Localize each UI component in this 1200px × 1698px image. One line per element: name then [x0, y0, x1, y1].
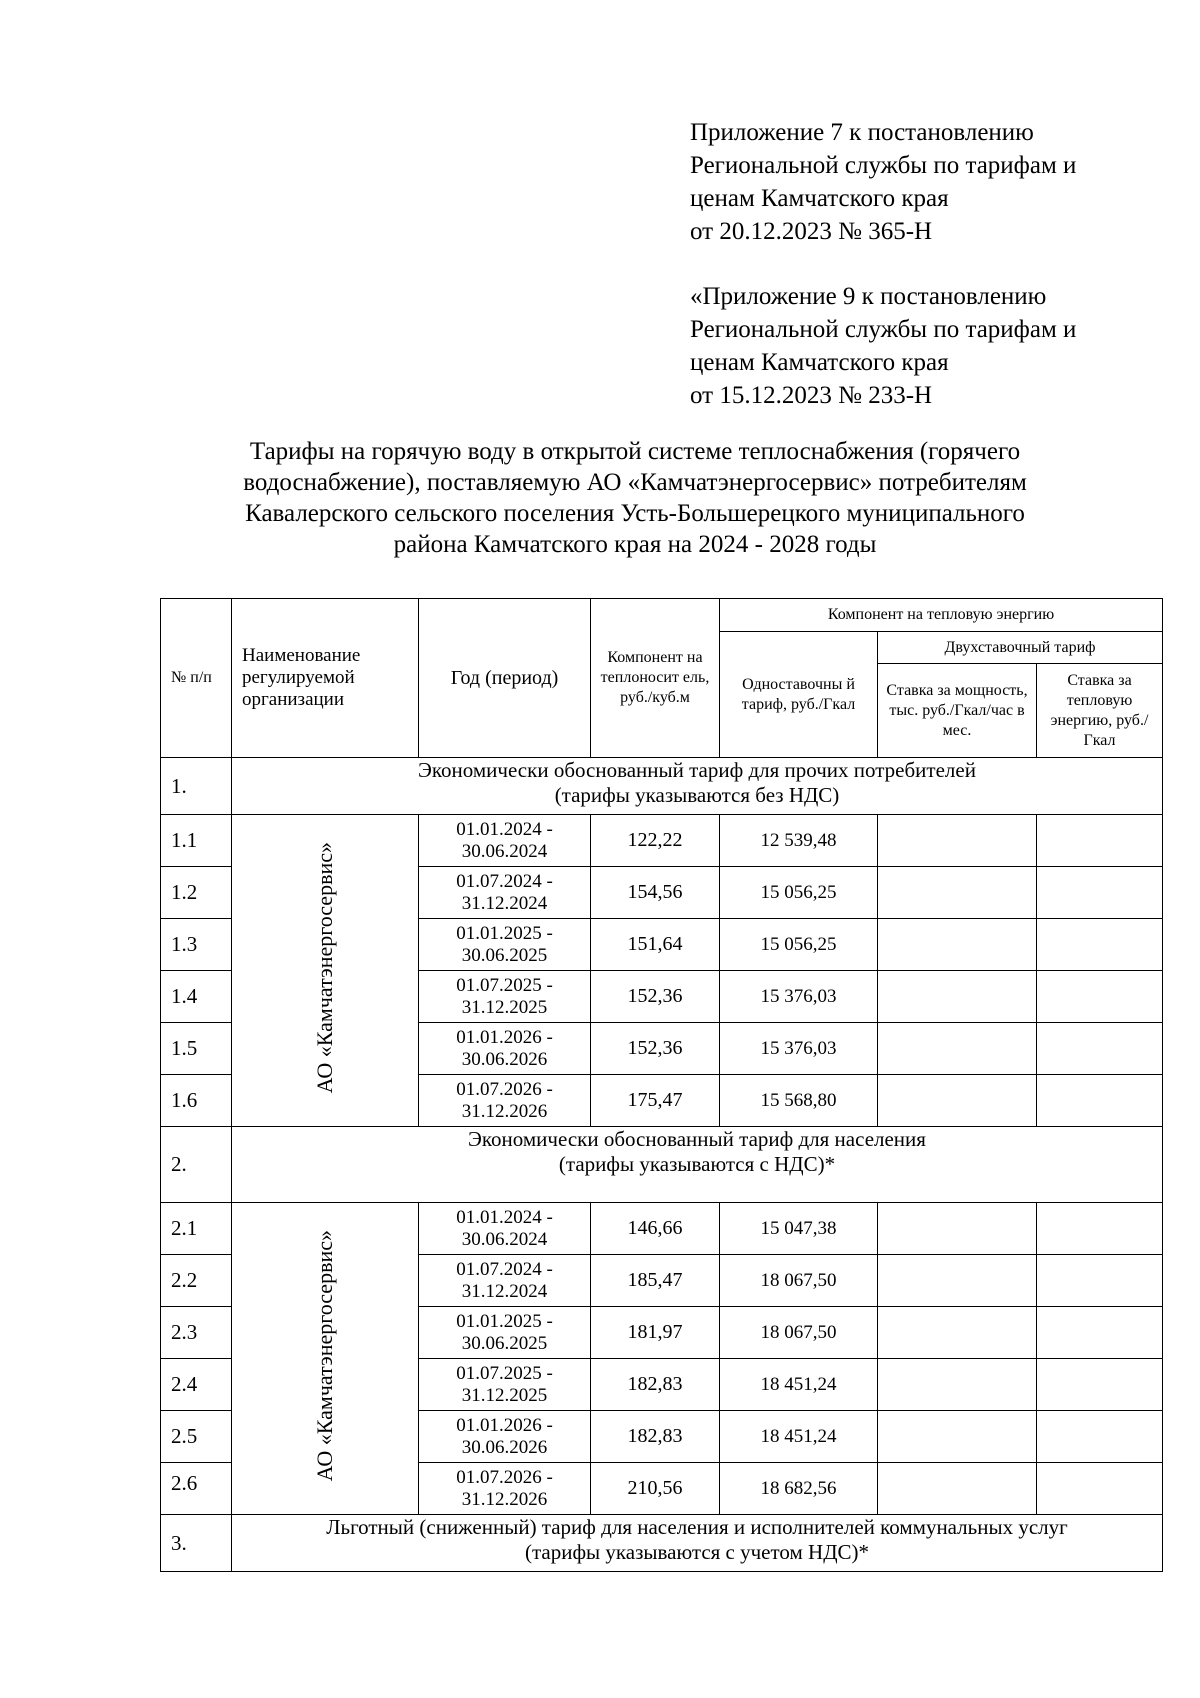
period-to: 30.06.2024: [461, 840, 548, 862]
capacity-rate-value: [878, 1023, 1037, 1075]
energy-rate-value: [1037, 971, 1163, 1023]
period-cell: [419, 1359, 591, 1411]
one-rate-value: 18 451,24: [720, 1359, 878, 1411]
section-number: 3.: [161, 1515, 232, 1572]
organization-cell: [232, 1203, 419, 1515]
row-number: 1.4: [161, 971, 232, 1023]
one-rate-value: 15 568,80: [720, 1075, 878, 1127]
header-line: Приложение 7 к постановлению: [690, 119, 1034, 146]
carrier-value: 185,47: [591, 1255, 720, 1307]
carrier-value: 210,56: [591, 1463, 720, 1515]
period-cell: [419, 919, 591, 971]
carrier-value: 182,83: [591, 1411, 720, 1463]
section-row: [161, 1515, 1163, 1572]
row-number: 2.6: [161, 1463, 232, 1515]
title-line: водоснабжение), поставляемую АО «Камчатэнергосервис» потребителям: [243, 469, 1027, 496]
period-cell: [419, 1307, 591, 1359]
one-rate-value: 18 067,50: [720, 1255, 878, 1307]
period-from: 01.07.2024 -: [456, 870, 553, 892]
row-number: 2.1: [161, 1203, 232, 1255]
organization-name: АО «Камчатэнергосервис»: [312, 842, 337, 1094]
row-number: 1.1: [161, 815, 232, 867]
section-title: Экономически обоснованный тариф для прочих потребителей: [418, 758, 976, 782]
period-from: 01.07.2024 -: [456, 1258, 553, 1280]
period-from: 01.01.2026 -: [456, 1414, 553, 1436]
one-rate-value: 12 539,48: [720, 815, 878, 867]
one-rate-value: 15 056,25: [720, 919, 878, 971]
period-to: 30.06.2025: [461, 944, 548, 966]
period-from: 01.07.2025 -: [456, 974, 553, 996]
period-cell: [419, 815, 591, 867]
period-from: 01.01.2024 -: [456, 818, 553, 840]
energy-rate-value: [1037, 1307, 1163, 1359]
document-title: [150, 436, 1120, 560]
period-to: 31.12.2025: [461, 996, 548, 1018]
carrier-value: 181,97: [591, 1307, 720, 1359]
section-title-cell: [232, 1515, 1163, 1572]
col-header-number: № п/п: [161, 599, 232, 758]
capacity-rate-value: [878, 1203, 1037, 1255]
capacity-rate-value: [878, 1307, 1037, 1359]
period-to: 30.06.2024: [461, 1228, 548, 1250]
one-rate-value: 15 376,03: [720, 971, 878, 1023]
one-rate-value: 15 047,38: [720, 1203, 878, 1255]
energy-rate-value: [1037, 1255, 1163, 1307]
section-title-cell: [232, 758, 1163, 815]
period-to: 31.12.2025: [461, 1384, 548, 1406]
capacity-rate-value: [878, 867, 1037, 919]
section-number: 1.: [161, 758, 232, 815]
row-number: 2.4: [161, 1359, 232, 1411]
energy-rate-value: [1037, 919, 1163, 971]
energy-rate-value: [1037, 1075, 1163, 1127]
carrier-value: 154,56: [591, 867, 720, 919]
col-header-energy-rate: Ставка за тепловую энергию, руб./Гкал: [1037, 664, 1163, 758]
row-number: 2.3: [161, 1307, 232, 1359]
tariff-row: [161, 815, 1163, 867]
section-title-cell: [232, 1127, 1163, 1203]
carrier-value: 175,47: [591, 1075, 720, 1127]
energy-rate-value: [1037, 1359, 1163, 1411]
appendix-header-current: [690, 116, 1160, 248]
organization-cell: [232, 815, 419, 1127]
carrier-value: 152,36: [591, 1023, 720, 1075]
title-line: района Камчатского края на 2024 - 2028 годы: [393, 531, 877, 558]
row-number: 2.2: [161, 1255, 232, 1307]
capacity-rate-value: [878, 971, 1037, 1023]
energy-rate-value: [1037, 815, 1163, 867]
tariff-table: [160, 598, 1163, 1572]
section-row: [161, 758, 1163, 815]
col-header-capacity-rate: Ставка за мощность, тыс. руб./Гкал/час в мес.: [878, 664, 1037, 758]
header-line: ценам Камчатского края: [690, 185, 949, 212]
tariff-row: [161, 1203, 1163, 1255]
title-line: Тарифы на горячую воду в открытой системе теплоснабжения (горячего: [249, 438, 1021, 465]
energy-rate-value: [1037, 1463, 1163, 1515]
period-cell: [419, 867, 591, 919]
period-from: 01.01.2026 -: [456, 1026, 553, 1048]
header-line: от 20.12.2023 № 365-Н: [690, 218, 933, 245]
header-line: ценам Камчатского края: [690, 349, 949, 376]
section-row: [161, 1127, 1163, 1203]
header-line: «Приложение 9 к постановлению: [690, 283, 1047, 310]
header-line: Региональной службы по тарифам и: [690, 152, 1077, 179]
header-line: от 15.12.2023 № 233-Н: [690, 382, 933, 409]
energy-rate-value: [1037, 867, 1163, 919]
period-to: 31.12.2026: [461, 1100, 548, 1122]
col-header-heat-component: Компонент на тепловую энергию: [720, 599, 1163, 632]
carrier-value: 152,36: [591, 971, 720, 1023]
appendix-header-previous: [690, 280, 1160, 412]
row-number: 1.5: [161, 1023, 232, 1075]
col-header-period: Год (период): [419, 599, 591, 758]
capacity-rate-value: [878, 815, 1037, 867]
energy-rate-value: [1037, 1411, 1163, 1463]
capacity-rate-value: [878, 1411, 1037, 1463]
period-from: 01.07.2026 -: [456, 1466, 553, 1488]
period-cell: [419, 1203, 591, 1255]
period-from: 01.01.2025 -: [456, 922, 553, 944]
capacity-rate-value: [878, 919, 1037, 971]
period-to: 31.12.2024: [461, 1280, 548, 1302]
period-cell: [419, 1255, 591, 1307]
one-rate-value: 15 056,25: [720, 867, 878, 919]
section-number: 2.: [161, 1127, 232, 1203]
carrier-value: 122,22: [591, 815, 720, 867]
capacity-rate-value: [878, 1463, 1037, 1515]
section-title: Льготный (сниженный) тариф для населения и исполнителей коммунальных услуг: [326, 1515, 1068, 1539]
period-from: 01.07.2025 -: [456, 1362, 553, 1384]
carrier-value: 182,83: [591, 1359, 720, 1411]
col-header-org: Наименование регулируемой организации: [232, 599, 419, 758]
col-header-carrier: Компонент на теплоносит ель, руб./куб.м: [591, 599, 720, 758]
capacity-rate-value: [878, 1075, 1037, 1127]
period-cell: [419, 971, 591, 1023]
carrier-value: 151,64: [591, 919, 720, 971]
one-rate-value: 18 682,56: [720, 1463, 878, 1515]
header-row: [161, 599, 1163, 632]
period-from: 01.01.2025 -: [456, 1310, 553, 1332]
period-to: 30.06.2026: [461, 1436, 548, 1458]
section-subtitle: (тарифы указываются без НДС): [554, 783, 840, 807]
row-number: 1.3: [161, 919, 232, 971]
organization-name: АО «Камчатэнергосервис»: [312, 1230, 337, 1482]
col-header-one-rate: Одноставочны й тариф, руб./Гкал: [720, 632, 878, 758]
period-from: 01.01.2024 -: [456, 1206, 553, 1228]
capacity-rate-value: [878, 1255, 1037, 1307]
energy-rate-value: [1037, 1023, 1163, 1075]
row-number: 1.6: [161, 1075, 232, 1127]
capacity-rate-value: [878, 1359, 1037, 1411]
period-to: 30.06.2025: [461, 1332, 548, 1354]
section-title: Экономически обоснованный тариф для населения: [468, 1127, 926, 1151]
period-cell: [419, 1463, 591, 1515]
period-cell: [419, 1023, 591, 1075]
section-subtitle: (тарифы указываются с учетом НДС)*: [524, 1540, 870, 1564]
col-header-two-rate: Двухставочный тариф: [878, 632, 1163, 664]
one-rate-value: 15 376,03: [720, 1023, 878, 1075]
section-subtitle: (тарифы указываются с НДС)*: [558, 1152, 836, 1176]
period-cell: [419, 1411, 591, 1463]
one-rate-value: 18 067,50: [720, 1307, 878, 1359]
one-rate-value: 18 451,24: [720, 1411, 878, 1463]
row-number: 1.2: [161, 867, 232, 919]
period-cell: [419, 1075, 591, 1127]
period-to: 30.06.2026: [461, 1048, 548, 1070]
period-to: 31.12.2024: [461, 892, 548, 914]
title-line: Кавалерского сельского поселения Усть-Большерецкого муниципального: [245, 500, 1025, 527]
energy-rate-value: [1037, 1203, 1163, 1255]
header-line: Региональной службы по тарифам и: [690, 316, 1077, 343]
carrier-value: 146,66: [591, 1203, 720, 1255]
period-to: 31.12.2026: [461, 1488, 548, 1510]
row-number: 2.5: [161, 1411, 232, 1463]
period-from: 01.07.2026 -: [456, 1078, 553, 1100]
